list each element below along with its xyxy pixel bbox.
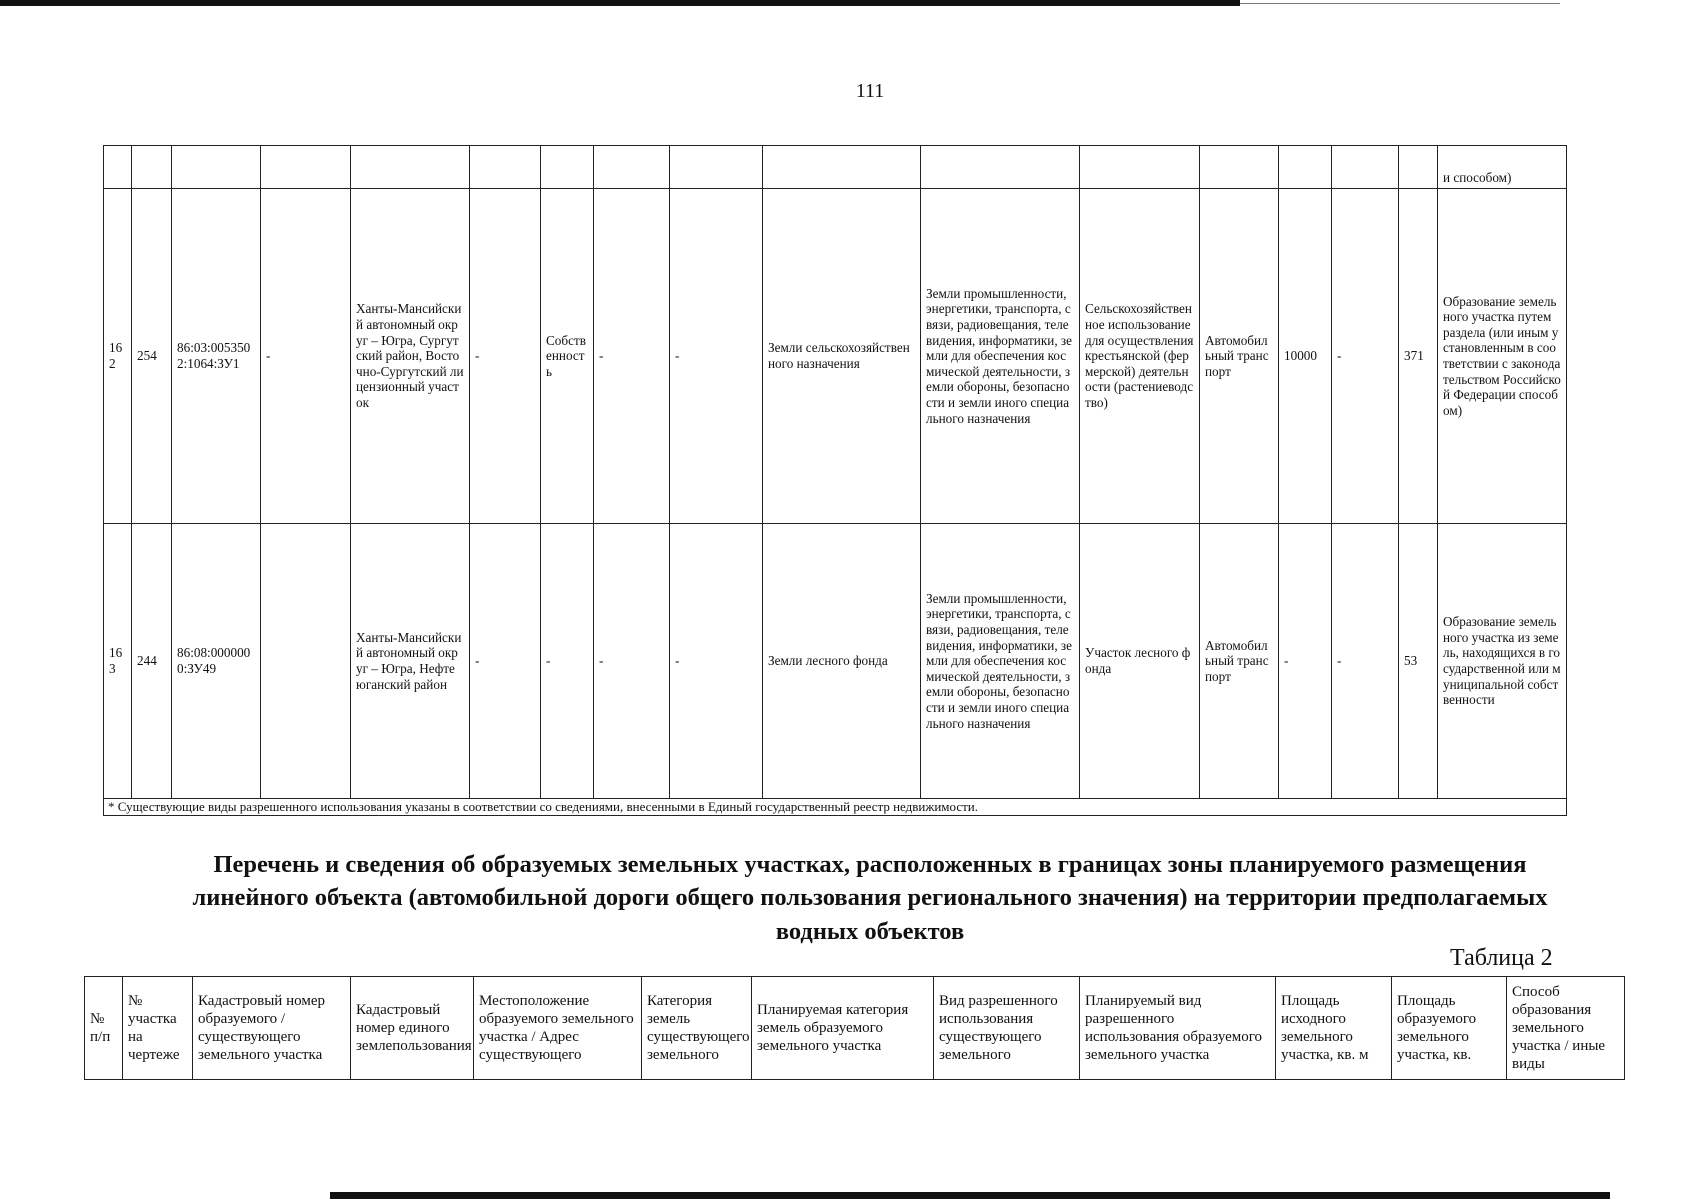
right-type-cell: Собственность	[541, 189, 594, 524]
water-objects-plots-table	[84, 976, 1625, 1080]
land-category-cell: Земли лесного фонда	[763, 524, 921, 799]
table-caption: Таблица 2	[1450, 945, 1553, 971]
column-header: Планируемый вид разрешенного использования образуемого земельного участка	[1080, 977, 1276, 1080]
planned-category-cell: Земли промышленности, энергетики, транспорта, связи, радиовещания, телевидения, информатики, земли для обеспечения космической деятельности, земли обороны, безопасности и земли иного специального назначения	[921, 189, 1080, 524]
right-type-cell: -	[541, 524, 594, 799]
planned-use-cell: Автомобильный транспорт	[1200, 524, 1279, 799]
row-number-cell: 163	[104, 524, 132, 799]
unified-land-use-cell	[261, 524, 351, 799]
column-header: Планируемая категория земель образуемого земельного участка	[752, 977, 934, 1080]
planned-use-cell: Автомобильный транспорт	[1200, 189, 1279, 524]
area-blank-cell: -	[1332, 189, 1399, 524]
column-header: Площадь исходного земельного участка, кв. м	[1276, 977, 1392, 1080]
table-row	[104, 189, 1567, 524]
column-header: Вид разрешенного использования существующего земельного	[934, 977, 1080, 1080]
encumbrance-cell: -	[670, 189, 763, 524]
land-category-cell: Земли сельскохозяйственного назначения	[763, 189, 921, 524]
location-cell: Ханты-Мансийский автономный округ – Югра, Нефтеюганский район	[351, 524, 470, 799]
land-plots-table-continued	[103, 145, 1567, 816]
table-row	[104, 146, 1567, 189]
column-header: Местоположение образуемого земельного участка / Адрес существующего	[474, 977, 642, 1080]
new-area-cell: 53	[1399, 524, 1438, 799]
cadastral-number-cell: 86:08:0000000:ЗУ49	[172, 524, 261, 799]
rightholder-cell: -	[594, 524, 670, 799]
method-cell: и способом)	[1438, 146, 1567, 189]
column-header: Способ образования земельного участка / иные виды	[1507, 977, 1625, 1080]
column-header: Кадастровый номер образуемого / существующего земельного участка	[193, 977, 351, 1080]
column-header: № участка на чертеже	[123, 977, 193, 1080]
top-border-thin-line	[1240, 3, 1560, 4]
encumbrance-cell: -	[670, 524, 763, 799]
top-border-line	[0, 0, 1240, 6]
cadastral-number-cell: 86:03:0053502:1064:ЗУ1	[172, 189, 261, 524]
area-blank-cell: -	[1332, 524, 1399, 799]
new-area-cell: 371	[1399, 189, 1438, 524]
column-header: Площадь образуемого земельного участка, кв.	[1392, 977, 1507, 1080]
rightholder-cell: -	[594, 189, 670, 524]
method-cell: Образование земельного участка из земель, находящихся в государственной или муниципальной собственности	[1438, 524, 1567, 799]
table-row	[104, 524, 1567, 799]
footnote: * Существующие виды разрешенного использования указаны в соответствии со сведениями, внесенными в Единый государственный реестр недвижимости.	[104, 799, 1567, 816]
method-cell: Образование земельного участка путем раздела (или иным установленным в соответствии с законодательством Российской Федерации способом)	[1438, 189, 1567, 524]
section-heading: Перечень и сведения об образуемых земельных участках, расположенных в границах зоны планируемого размещения линейного объекта (автомобильной дороги общего пользования регионального значения) на территории предполагаемых водных объектов	[192, 851, 1548, 945]
bottom-border-line	[330, 1192, 1610, 1199]
plot-number-cell: 254	[132, 189, 172, 524]
existing-use-cell: Участок лесного фонда	[1080, 524, 1200, 799]
location-cell: Ханты-Мансийский автономный округ – Югра, Сургутский район, Восточно-Сургутский лицензионный участок	[351, 189, 470, 524]
page-number: 111	[855, 80, 885, 102]
column-header: Кадастровый номер единого землепользования	[351, 977, 474, 1080]
source-area-cell: 10000	[1279, 189, 1332, 524]
plot-number-cell: 244	[132, 524, 172, 799]
address-cell: -	[470, 524, 541, 799]
column-header: № п/п	[85, 977, 123, 1080]
footnote-row	[104, 799, 1567, 816]
column-header: Категория земель существующего земельного	[642, 977, 752, 1080]
source-area-cell: -	[1279, 524, 1332, 799]
unified-land-use-cell: -	[261, 189, 351, 524]
planned-category-cell: Земли промышленности, энергетики, транспорта, связи, радиовещания, телевидения, информатики, земли для обеспечения космической деятельности, земли обороны, безопасности и земли иного специального назначения	[921, 524, 1080, 799]
address-cell: -	[470, 189, 541, 524]
header-row	[85, 977, 1625, 1080]
existing-use-cell: Сельскохозяйственное использование для осуществления крестьянской (фермерской) деятельности (растениеводство)	[1080, 189, 1200, 524]
row-number-cell: 162	[104, 189, 132, 524]
